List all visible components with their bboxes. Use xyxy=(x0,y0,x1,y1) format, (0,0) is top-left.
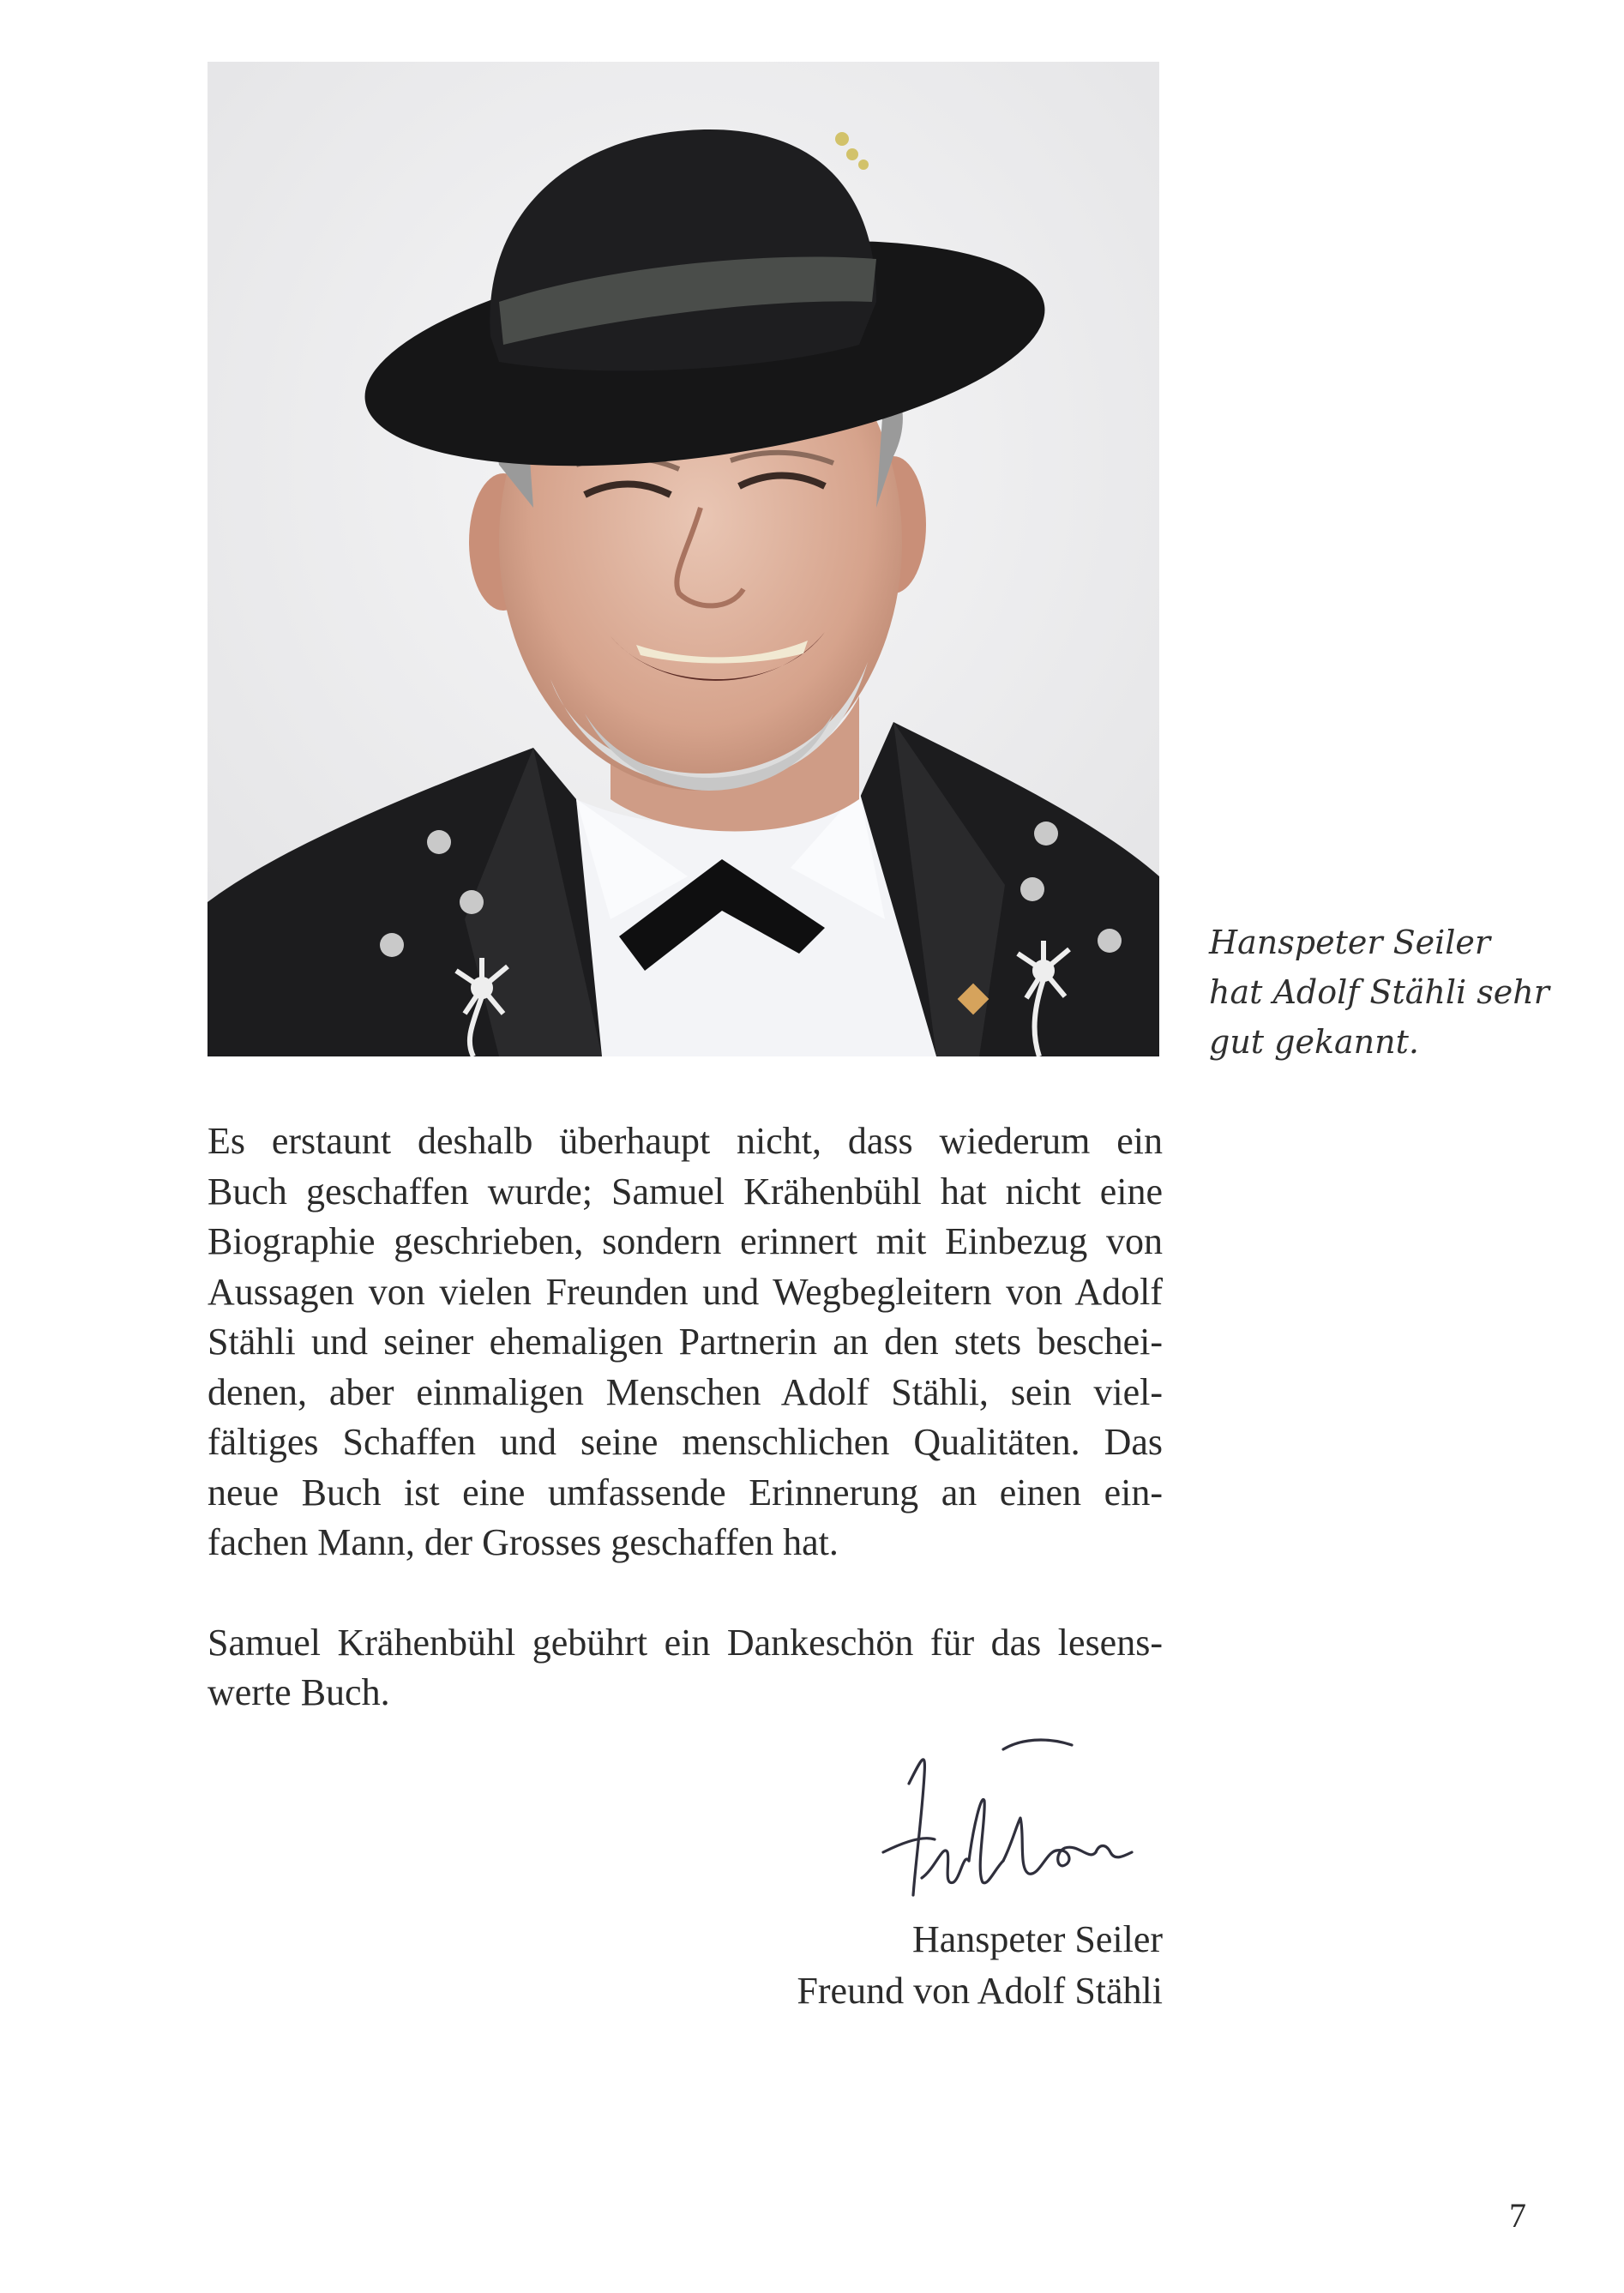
text-line: Es erstaunt deshalb überhaupt nicht, dass wiederum ein xyxy=(208,1120,1163,1162)
portrait-illustration xyxy=(208,62,1159,1056)
photo-caption xyxy=(1209,918,1569,1067)
text-line: Samuel Krähenbühl gebührt ein Dankeschön für das lesens- xyxy=(208,1621,1163,1664)
text-line: neue Buch ist eine umfassende Erinnerung an einen ein- xyxy=(208,1471,1163,1514)
handwritten-signature xyxy=(875,1724,1166,1912)
paragraph-2 xyxy=(208,1618,1163,1718)
portrait-photo xyxy=(208,62,1159,1056)
signature-drawing xyxy=(875,1724,1166,1912)
text-line: Stähli und seiner ehemaligen Partnerin an den stets beschei- xyxy=(208,1321,1163,1363)
text-line: werte Buch. xyxy=(208,1671,390,1713)
text-line: Buch geschaffen wurde; Samuel Krähenbühl hat nicht eine xyxy=(208,1170,1163,1213)
text-line: denen, aber einmaligen Menschen Adolf Stähli, sein viel- xyxy=(208,1370,1163,1413)
caption-line: Hanspeter Seiler xyxy=(1209,924,1491,961)
text-line: Aussagen von vielen Freunden und Wegbegleitern von Adolf xyxy=(208,1270,1163,1313)
text-line: Biographie geschrieben, sondern erinnert mit Einbezug von xyxy=(208,1220,1163,1262)
caption-line: hat Adolf Stähli sehr xyxy=(1209,973,1549,1011)
author-name: Hanspeter Seiler xyxy=(912,1918,1163,1960)
caption-line: gut gekannt. xyxy=(1209,1023,1419,1061)
author-role: Freund von Adolf Stähli xyxy=(797,1970,1163,2012)
signature-block xyxy=(797,1914,1163,2017)
text-line: fältiges Schaffen und seine menschlichen Qualitäten. Das xyxy=(208,1421,1163,1463)
page-number: 7 xyxy=(1509,2196,1526,2235)
paragraph-1 xyxy=(208,1116,1163,1568)
text-line: fachen Mann, der Grosses geschaffen hat. xyxy=(208,1521,839,1563)
body-text xyxy=(208,1116,1163,1718)
